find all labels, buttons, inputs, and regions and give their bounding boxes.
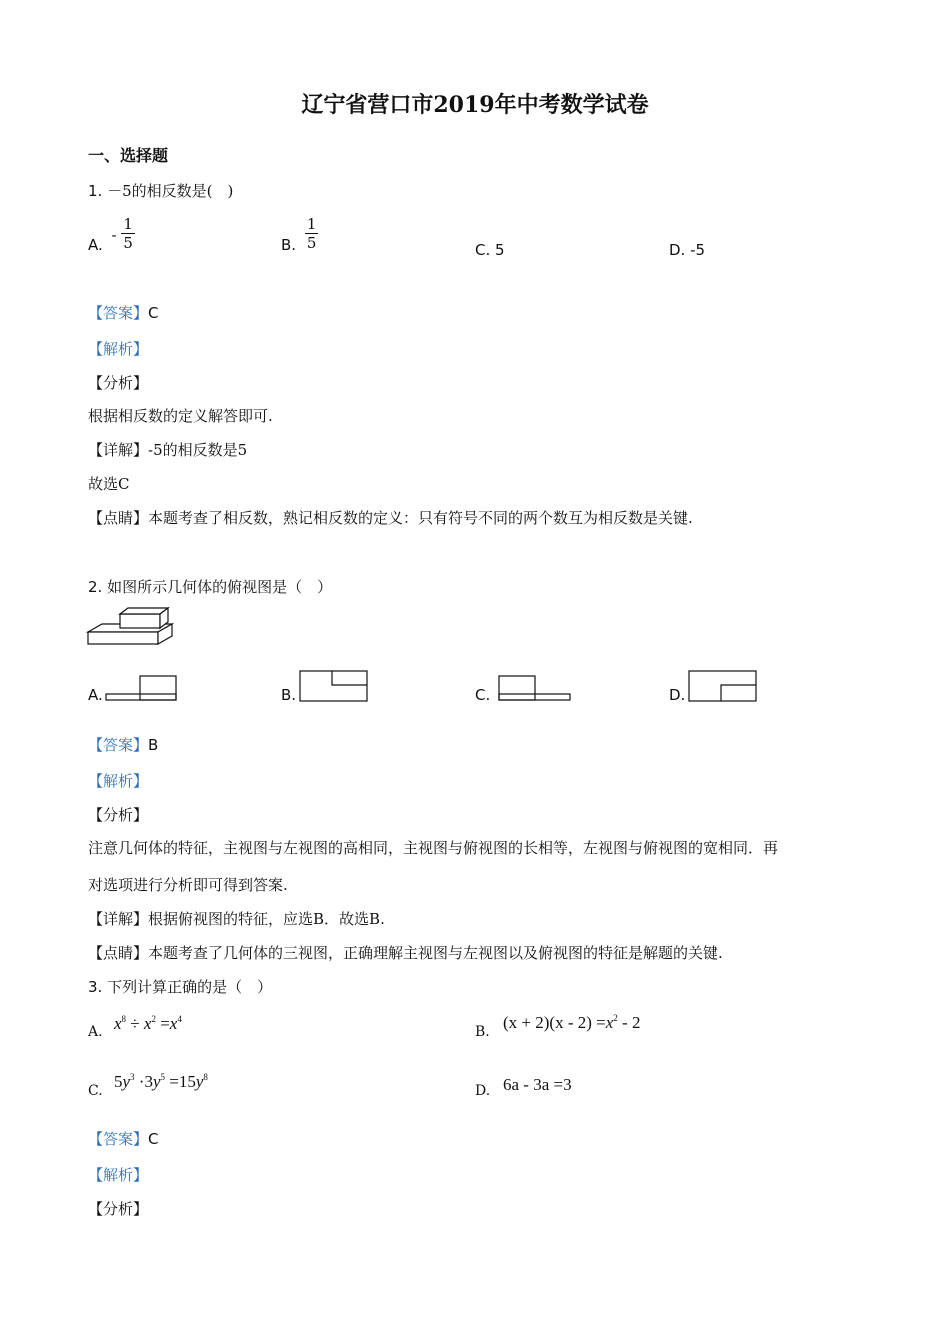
comment-text: 本题考查了相反数，熟记相反数的定义：只有符号不同的两个数互为相反数是关键. bbox=[148, 509, 693, 527]
option-b-fraction bbox=[305, 215, 319, 252]
option-a-label: A. bbox=[88, 235, 103, 254]
answer-tag: 【答案】 bbox=[88, 1130, 149, 1148]
question-3-analysis-tag: 【解析】 bbox=[88, 1166, 149, 1184]
question-3-option-d-expression: 6a - 3a =3 bbox=[503, 1075, 572, 1094]
question-1-detail bbox=[88, 439, 247, 460]
comment-tag: 【点睛】 bbox=[88, 509, 149, 527]
exponent: 8 bbox=[121, 1014, 127, 1024]
answer-value: B bbox=[148, 736, 159, 754]
option-d-figure bbox=[689, 671, 759, 703]
exponent: 2 bbox=[151, 1014, 156, 1024]
block-front bbox=[120, 614, 160, 628]
question-2-answer bbox=[88, 734, 158, 755]
exponent: 8 bbox=[203, 1072, 208, 1082]
option-b-numerator: 1 bbox=[306, 215, 317, 233]
var-y: y bbox=[152, 1072, 161, 1091]
question-3-option-a-label: A. bbox=[88, 1024, 103, 1040]
coefficient: 5 bbox=[114, 1072, 123, 1091]
question-3-option-b-label: B. bbox=[475, 1024, 490, 1040]
comment-tag: 【点睛】 bbox=[88, 944, 149, 962]
question-3-option-c-expression bbox=[114, 1072, 208, 1092]
question-1-option-a bbox=[88, 215, 135, 252]
exponent: 2 bbox=[613, 1013, 618, 1023]
question-1-text: －5的相反数是( ) bbox=[107, 182, 234, 200]
question-3-option-d-label: D. bbox=[475, 1083, 491, 1099]
question-2-stem bbox=[88, 576, 332, 597]
question-2-option-c-label: C. bbox=[475, 686, 491, 704]
question-1-fenxi-text: 根据相反数的定义解答即可. bbox=[88, 407, 273, 425]
question-2-option-a-label: A. bbox=[88, 686, 103, 704]
section-heading: 一、选择题 bbox=[88, 146, 169, 165]
answer-value: C bbox=[148, 1130, 159, 1148]
exponent: 5 bbox=[160, 1072, 166, 1082]
option-a-sign: - bbox=[111, 225, 117, 244]
option-d-value: -5 bbox=[690, 241, 706, 259]
question-3-text: 下列计算正确的是（ ） bbox=[107, 978, 273, 996]
question-2-fenxi-line-2: 对选项进行分析即可得到答案. bbox=[88, 876, 288, 894]
option-a-fraction bbox=[121, 215, 135, 252]
answer-tag: 【答案】 bbox=[88, 304, 149, 322]
lhs: (x + 2)(x - 2) = bbox=[503, 1013, 606, 1032]
option-b-label: B. bbox=[281, 235, 297, 254]
exponent: 4 bbox=[177, 1014, 182, 1024]
question-1-stem bbox=[88, 180, 233, 201]
question-1-option-b bbox=[281, 215, 318, 252]
question-3-option-b-expression bbox=[503, 1013, 640, 1033]
answer-value: C bbox=[148, 304, 159, 322]
question-2-fenxi-line-1: 注意几何体的特征，主视图与左视图的高相同，主视图与俯视图的长相等，左视图与俯视图的宽相同．再 bbox=[88, 839, 779, 857]
answer-tag: 【答案】 bbox=[88, 736, 149, 754]
rhs-rest: - 2 bbox=[622, 1013, 641, 1032]
question-1-conclusion: 故选C bbox=[88, 475, 130, 493]
var-x: x bbox=[143, 1014, 152, 1033]
question-1-option-c bbox=[475, 241, 505, 259]
detail-text: 根据俯视图的特征，应选B．故选B. bbox=[148, 910, 385, 928]
var-y: y bbox=[122, 1072, 131, 1091]
question-1-comment bbox=[88, 507, 693, 528]
var-x: x bbox=[605, 1013, 614, 1032]
question-2-option-d-label: D. bbox=[669, 686, 686, 704]
question-2-detail bbox=[88, 908, 385, 929]
question-1-analysis-tag: 【解析】 bbox=[88, 340, 149, 358]
detail-text: -5的相反数是5 bbox=[148, 441, 248, 459]
question-2-comment bbox=[88, 942, 723, 963]
question-3-stem bbox=[88, 976, 272, 997]
solid-figure bbox=[88, 606, 174, 654]
divide-sign: ÷ bbox=[130, 1014, 140, 1033]
question-3-option-a-expression bbox=[114, 1014, 182, 1034]
question-1-number: 1. bbox=[88, 182, 103, 200]
option-c-figure bbox=[499, 676, 573, 702]
option-a-denominator: 5 bbox=[123, 234, 133, 252]
option-d-label: D. bbox=[669, 241, 686, 259]
var-x: x bbox=[169, 1014, 178, 1033]
question-3-option-c-label: C. bbox=[88, 1083, 103, 1099]
exponent: 3 bbox=[130, 1072, 135, 1082]
question-3-answer bbox=[88, 1128, 159, 1149]
page-title: 辽宁省营口市2019年中考数学试卷 bbox=[301, 92, 649, 118]
option-c-label: C. bbox=[475, 241, 491, 259]
option-b-figure bbox=[300, 671, 370, 703]
var-x: x bbox=[114, 1014, 122, 1033]
question-3-fenxi-tag: 【分析】 bbox=[88, 1200, 149, 1218]
option-c-value: 5 bbox=[495, 241, 505, 259]
question-1-option-d bbox=[669, 241, 705, 259]
var-y: y bbox=[195, 1072, 204, 1091]
question-3-number: 3. bbox=[88, 978, 103, 996]
equals: =15 bbox=[169, 1072, 196, 1091]
equals-sign: = bbox=[160, 1014, 170, 1033]
question-1-fenxi-tag: 【分析】 bbox=[88, 374, 149, 392]
slab-front bbox=[88, 632, 158, 644]
question-2-analysis-tag: 【解析】 bbox=[88, 772, 149, 790]
question-2-option-b-label: B. bbox=[281, 686, 297, 704]
option-a-numerator: 1 bbox=[123, 215, 133, 233]
times: ·3 bbox=[138, 1072, 153, 1091]
question-1-answer bbox=[88, 302, 159, 323]
question-2-text: 如图所示几何体的俯视图是（ ） bbox=[107, 578, 333, 596]
option-b-denominator: 5 bbox=[306, 234, 317, 252]
option-a-figure bbox=[106, 676, 178, 702]
comment-text: 本题考查了几何体的三视图，正确理解主视图与左视图以及俯视图的特征是解题的关键. bbox=[148, 944, 723, 962]
detail-tag: 【详解】 bbox=[88, 910, 149, 928]
detail-tag: 【详解】 bbox=[88, 441, 149, 459]
question-2-fenxi-tag: 【分析】 bbox=[88, 806, 149, 824]
question-2-number: 2. bbox=[88, 578, 103, 596]
